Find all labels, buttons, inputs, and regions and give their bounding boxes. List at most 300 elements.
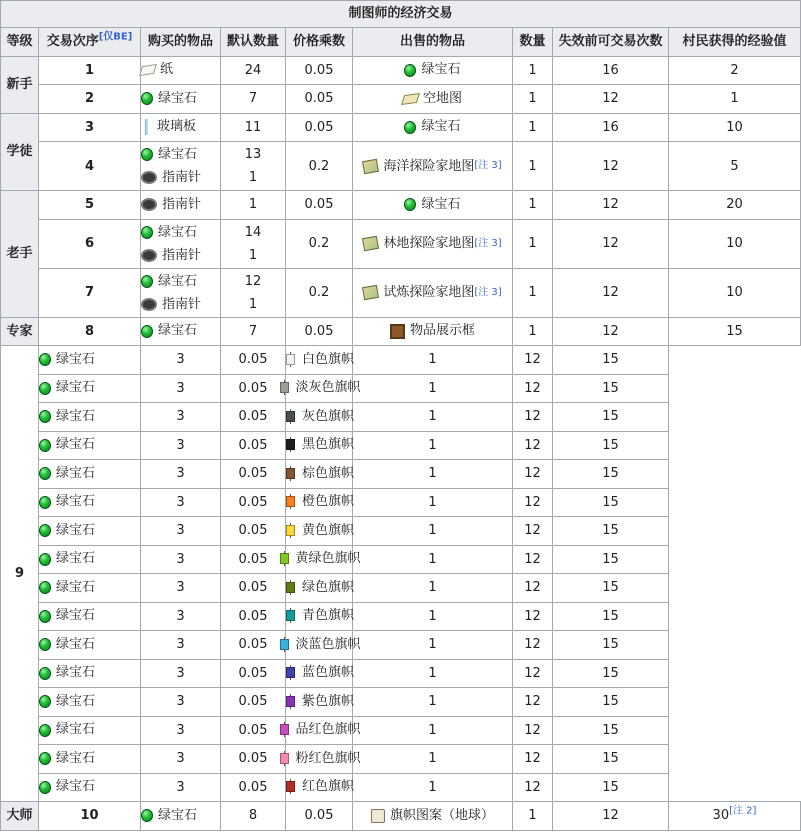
qty-cell: 3 [141, 602, 221, 631]
sell-cell [286, 631, 361, 660]
sell-qty-cell: 1 [513, 191, 553, 220]
qty-cell: 3 [141, 460, 221, 489]
sell-cell [286, 545, 361, 574]
trade-level: 10 [39, 802, 141, 831]
xp-cell: 15 [553, 374, 669, 403]
trade-level: 3 [39, 113, 141, 142]
emerald-icon [39, 496, 51, 509]
tier-novice: 新手 [1, 56, 39, 113]
mult-cell: 0.05 [286, 85, 353, 114]
item-link[interactable]: 纸 [160, 62, 174, 78]
sell-cell: 海洋探险家地图 [注 3] [353, 142, 513, 191]
emerald-icon [141, 226, 153, 239]
mult-cell: 0.05 [221, 574, 286, 603]
buy-cell [39, 659, 141, 688]
emerald-icon [39, 610, 51, 623]
tier-apprentice: 学徒 [1, 113, 39, 191]
uses-cell: 12 [553, 85, 669, 114]
uses-cell: 12 [513, 574, 553, 603]
xp-cell: 30[注 2] [669, 802, 801, 831]
buy-cell [141, 142, 221, 191]
sell-cell [286, 773, 353, 802]
uses-cell: 12 [553, 191, 669, 220]
item-link[interactable]: 紫色旗帜 [302, 693, 355, 709]
item-link[interactable]: 绿宝石 [56, 351, 96, 367]
qty-cell: 3 [141, 745, 221, 774]
emerald-icon [404, 64, 416, 77]
uses-cell: 12 [513, 688, 553, 717]
item-link[interactable]: 绿宝石 [56, 408, 96, 424]
mult-cell: 0.05 [286, 113, 353, 142]
pink-banner-icon [280, 753, 289, 765]
item-link[interactable]: 玻璃板 [157, 119, 197, 135]
qty-cell: 3 [141, 374, 221, 403]
qty-cell: 3 [141, 773, 221, 802]
cyan-banner-icon [286, 610, 295, 622]
sell-qty-cell: 1 [353, 745, 513, 774]
item-link[interactable]: 绿宝石 [56, 722, 96, 738]
item-link[interactable]: 绿宝石 [56, 522, 96, 538]
sell-qty-cell: 1 [353, 488, 513, 517]
table-row [1, 460, 801, 489]
mult-cell: 0.2 [286, 268, 353, 317]
xp-cell: 10 [669, 268, 801, 317]
item-link[interactable]: 黄绿色旗帜 [295, 551, 361, 567]
buy-cell [141, 317, 221, 346]
emerald-icon [39, 781, 51, 794]
xp-cell: 15 [669, 317, 801, 346]
xp-cell: 15 [553, 403, 669, 432]
buy-cell [39, 374, 141, 403]
item-link[interactable]: 海洋探险家地图 [383, 158, 475, 174]
table-row [1, 431, 801, 460]
sell-qty-cell: 1 [353, 374, 513, 403]
tier-master: 大师 [1, 802, 39, 831]
item-link[interactable]: 试炼探险家地图 [383, 285, 475, 300]
trade-level: 9 [1, 346, 39, 802]
xp-cell: 15 [553, 631, 669, 660]
item-link[interactable]: 蓝色旗帜 [302, 665, 355, 681]
emerald-icon [39, 667, 51, 680]
uses-cell: 12 [553, 219, 669, 268]
item-link[interactable]: 林地探险家地图 [383, 236, 475, 251]
mult-cell: 0.05 [286, 56, 353, 85]
sell-cell [286, 716, 361, 745]
buy-cell [141, 85, 221, 114]
qty-cell: 3 [141, 431, 221, 460]
mult-cell: 0.2 [286, 219, 353, 268]
mult-cell: 0.05 [221, 745, 286, 774]
item-link[interactable]: 淡灰色旗帜 [295, 380, 361, 396]
buy-cell [39, 773, 141, 802]
item-link[interactable]: 物品展示框 [409, 323, 475, 339]
qty-cell: 3 [141, 659, 221, 688]
brown-banner-icon [286, 468, 295, 480]
item-link[interactable]: 绿宝石 [56, 465, 96, 481]
uses-cell: 16 [553, 113, 669, 142]
qty-cell: 3 [141, 545, 221, 574]
item-link[interactable]: 淡蓝色旗帜 [295, 636, 361, 652]
mult-cell: 0.05 [221, 688, 286, 717]
item-link[interactable]: 棕色旗帜 [302, 465, 355, 481]
table-row [1, 403, 801, 432]
table-row [1, 659, 801, 688]
item-link[interactable]: 指南针 [162, 296, 202, 312]
sell-cell: 试炼探险家地图 [注 3] [353, 268, 513, 317]
uses-cell: 12 [513, 460, 553, 489]
table-row [1, 191, 801, 220]
sell-cell [286, 460, 353, 489]
buy-cell [39, 631, 141, 660]
mult-cell: 0.05 [221, 517, 286, 546]
sell-cell [286, 346, 353, 375]
item-link[interactable]: 黑色旗帜 [302, 437, 355, 453]
table-row [1, 142, 801, 191]
xp-cell: 2 [669, 56, 801, 85]
sell-cell [286, 659, 353, 688]
xp-cell: 15 [553, 745, 669, 774]
item-link[interactable]: 指南针 [162, 247, 202, 263]
qty-cell: 3 [141, 716, 221, 745]
table-caption: 制图师的经济交易 [0, 0, 801, 27]
compass-icon [141, 171, 157, 184]
buy-cell [39, 517, 141, 546]
header-order: 交易次序[仅BE] [39, 28, 141, 57]
orange-banner-icon [286, 496, 295, 508]
sell-qty-cell: 1 [513, 113, 553, 142]
item-link[interactable]: 绿宝石 [158, 273, 198, 289]
sell-qty-cell: 1 [353, 716, 513, 745]
qty-cell: 12 1 [221, 268, 286, 317]
sell-qty-cell: 1 [513, 56, 553, 85]
item-link[interactable]: 绿宝石 [56, 551, 96, 567]
white-banner-icon [286, 354, 295, 366]
uses-cell: 12 [513, 773, 553, 802]
table-row [1, 688, 801, 717]
magenta-banner-icon [280, 724, 289, 736]
buy-cell [141, 113, 221, 142]
table-row [1, 374, 801, 403]
buy-cell [141, 268, 221, 317]
emerald-icon [404, 121, 416, 134]
item-link[interactable]: 红色旗帜 [302, 779, 355, 795]
emerald-icon [141, 92, 153, 105]
sell-qty-cell: 1 [353, 631, 513, 660]
table-row [1, 268, 801, 317]
sell-cell [286, 403, 353, 432]
uses-cell: 12 [513, 346, 553, 375]
sell-cell [286, 745, 361, 774]
banner-pattern-icon [371, 809, 385, 823]
item-link[interactable]: 绿宝石 [56, 665, 96, 681]
uses-cell: 12 [513, 716, 553, 745]
buy-cell [39, 745, 141, 774]
mult-cell: 0.05 [221, 374, 286, 403]
mult-cell: 0.05 [221, 631, 286, 660]
item-link[interactable]: 绿宝石 [56, 437, 96, 453]
emerald-icon [39, 353, 51, 366]
uses-cell: 12 [513, 545, 553, 574]
xp-cell: 15 [553, 659, 669, 688]
sell-qty-cell: 1 [353, 574, 513, 603]
mult-cell: 0.05 [221, 460, 286, 489]
table-row [1, 574, 801, 603]
item-frame-icon [390, 324, 405, 339]
explorer-map-icon [362, 236, 379, 251]
mult-cell: 0.05 [221, 488, 286, 517]
mult-cell: 0.05 [286, 802, 353, 831]
paper-icon [139, 64, 157, 76]
footnote-link[interactable]: [注 2] [729, 805, 757, 817]
mult-cell: 0.05 [221, 545, 286, 574]
item-link[interactable]: 黄色旗帜 [302, 522, 355, 538]
emerald-icon [39, 382, 51, 395]
item-link[interactable]: 粉红色旗帜 [295, 750, 361, 766]
item-link[interactable]: 绿宝石 [158, 807, 198, 823]
xp-cell: 5 [669, 142, 801, 191]
mult-cell: 0.05 [221, 773, 286, 802]
xp-cell: 10 [669, 219, 801, 268]
table-row [1, 219, 801, 268]
table-row [1, 113, 801, 142]
emerald-icon [39, 410, 51, 423]
item-link[interactable]: 绿宝石 [56, 779, 96, 795]
blue-banner-icon [286, 667, 295, 679]
light-gray-banner-icon [280, 382, 289, 394]
mult-cell: 0.05 [221, 403, 286, 432]
emerald-icon [39, 581, 51, 594]
mult-cell: 0.05 [221, 346, 286, 375]
header-sell-qty: 数量 [513, 28, 553, 57]
mult-cell: 0.2 [286, 142, 353, 191]
sell-qty-cell: 1 [353, 517, 513, 546]
qty-cell: 3 [141, 346, 221, 375]
black-banner-icon [286, 439, 295, 451]
xp-cell: 15 [553, 431, 669, 460]
item-link[interactable]: 白色旗帜 [302, 351, 355, 367]
item-link[interactable]: 绿色旗帜 [302, 579, 355, 595]
buy-cell [39, 488, 141, 517]
explorer-map-icon [362, 158, 379, 173]
qty-cell: 13 1 [221, 142, 286, 191]
item-link[interactable]: 绿宝石 [421, 196, 461, 212]
item-link[interactable]: 青色旗帜 [302, 608, 355, 624]
emerald-icon [39, 467, 51, 480]
explorer-map-icon [362, 285, 379, 300]
xp-cell: 15 [553, 688, 669, 717]
emerald-icon [39, 439, 51, 452]
table-row [1, 631, 801, 660]
item-link[interactable]: 绿宝石 [56, 693, 96, 709]
xp-cell: 15 [553, 488, 669, 517]
xp-cell: 15 [553, 545, 669, 574]
sell-qty-cell: 1 [353, 773, 513, 802]
xp-cell: 15 [553, 602, 669, 631]
sell-cell: 林地探险家地图 [注 3] [353, 219, 513, 268]
item-link[interactable]: 绿宝石 [56, 380, 96, 396]
item-link[interactable]: 绿宝石 [56, 750, 96, 766]
uses-cell: 12 [553, 268, 669, 317]
sell-qty-cell: 1 [513, 317, 553, 346]
xp-cell: 20 [669, 191, 801, 220]
be-only-tag[interactable]: [仅BE] [98, 31, 133, 43]
uses-cell: 12 [513, 659, 553, 688]
item-link[interactable]: 绿宝石 [421, 62, 461, 78]
sell-cell [286, 488, 353, 517]
item-link[interactable]: 旗帜图案（地球） [389, 807, 494, 823]
trade-level: 2 [39, 85, 141, 114]
sell-cell [353, 317, 513, 346]
emerald-icon [39, 752, 51, 765]
table-row [1, 488, 801, 517]
sell-cell [353, 56, 513, 85]
buy-cell [39, 403, 141, 432]
sell-qty-cell: 1 [513, 142, 553, 191]
sell-qty-cell: 1 [513, 85, 553, 114]
compass-icon [141, 198, 157, 211]
table-row [1, 773, 801, 802]
tier-journeyman: 老手 [1, 191, 39, 318]
emerald-icon [39, 695, 51, 708]
trade-level: 7 [39, 268, 141, 317]
uses-cell: 12 [513, 431, 553, 460]
qty-cell: 3 [141, 574, 221, 603]
uses-cell: 12 [513, 374, 553, 403]
glass-pane-icon [145, 119, 148, 135]
sell-qty-cell: 1 [353, 659, 513, 688]
qty-cell: 1 [221, 191, 286, 220]
mult-cell: 0.05 [221, 602, 286, 631]
uses-cell: 12 [513, 631, 553, 660]
buy-cell [39, 545, 141, 574]
item-link[interactable]: 绿宝石 [158, 90, 198, 106]
qty-cell: 3 [141, 488, 221, 517]
sell-qty-cell: 1 [513, 802, 553, 831]
header-buy: 购买的物品 [141, 28, 221, 57]
header-qty: 默认数量 [221, 28, 286, 57]
header-xp: 村民获得的经验值 [669, 28, 801, 57]
sell-cell [286, 574, 353, 603]
item-link[interactable]: 绿宝石 [56, 636, 96, 652]
xp-cell: 15 [553, 460, 669, 489]
item-link[interactable]: 橙色旗帜 [302, 494, 355, 510]
emerald-icon [39, 553, 51, 566]
mult-cell: 0.05 [221, 659, 286, 688]
trade-level: 1 [39, 56, 141, 85]
xp-cell: 15 [553, 574, 669, 603]
mult-cell: 0.05 [286, 317, 353, 346]
trade-level: 4 [39, 142, 141, 191]
buy-cell [39, 602, 141, 631]
xp-cell: 10 [669, 113, 801, 142]
sell-qty-cell: 1 [353, 460, 513, 489]
qty-cell: 7 [221, 85, 286, 114]
sell-cell [353, 802, 513, 831]
item-link[interactable]: 绿宝石 [421, 119, 461, 135]
buy-cell [39, 431, 141, 460]
purple-banner-icon [286, 696, 295, 708]
qty-cell: 3 [141, 688, 221, 717]
uses-cell: 12 [513, 488, 553, 517]
compass-icon [141, 249, 157, 262]
item-link[interactable]: 绿宝石 [56, 608, 96, 624]
emerald-icon [141, 809, 153, 822]
table-row [1, 346, 801, 375]
item-link[interactable]: 指南针 [162, 170, 202, 185]
sell-qty-cell: 1 [353, 403, 513, 432]
sell-cell [353, 113, 513, 142]
sell-qty-cell: 1 [513, 219, 553, 268]
item-link[interactable]: 绿宝石 [158, 147, 198, 162]
empty-map-icon [401, 93, 420, 105]
emerald-icon [39, 524, 51, 537]
table-row [1, 85, 801, 114]
sell-qty-cell: 1 [353, 545, 513, 574]
trade-level: 5 [39, 191, 141, 220]
header-uses: 失效前可交易次数 [553, 28, 669, 57]
compass-icon [141, 298, 157, 311]
uses-cell: 12 [553, 802, 669, 831]
table-row [1, 716, 801, 745]
qty-cell: 7 [221, 317, 286, 346]
emerald-icon [404, 198, 416, 211]
red-banner-icon [286, 781, 295, 793]
item-link[interactable]: 指南针 [162, 196, 202, 212]
qty-cell: 3 [141, 631, 221, 660]
mult-cell: 0.05 [221, 716, 286, 745]
table-row [1, 517, 801, 546]
qty-cell: 24 [221, 56, 286, 85]
header-sell: 出售的物品 [353, 28, 513, 57]
table-row [1, 545, 801, 574]
sell-cell [286, 602, 353, 631]
light-blue-banner-icon [280, 639, 289, 651]
item-link[interactable]: 空地图 [422, 90, 462, 106]
buy-cell [39, 574, 141, 603]
buy-cell [39, 716, 141, 745]
xp-cell: 15 [553, 773, 669, 802]
sell-cell [353, 85, 513, 114]
qty-cell: 3 [141, 517, 221, 546]
header-level: 等级 [1, 28, 39, 57]
sell-cell [353, 191, 513, 220]
header-mult: 价格乘数 [286, 28, 353, 57]
buy-cell [141, 56, 221, 85]
buy-cell [39, 688, 141, 717]
sell-cell [286, 688, 353, 717]
item-link[interactable]: 绿宝石 [56, 579, 96, 595]
sell-qty-cell: 1 [353, 346, 513, 375]
sell-qty-cell: 1 [353, 602, 513, 631]
xp-cell: 15 [553, 716, 669, 745]
item-link[interactable]: 绿宝石 [158, 224, 198, 240]
item-link[interactable]: 灰色旗帜 [302, 408, 355, 424]
gray-banner-icon [286, 411, 295, 423]
table-row [1, 317, 801, 346]
item-link[interactable]: 绿宝石 [56, 494, 96, 510]
item-link[interactable]: 品红色旗帜 [295, 722, 361, 738]
xp-cell: 15 [553, 346, 669, 375]
item-link[interactable]: 绿宝石 [158, 323, 198, 339]
qty-cell: 3 [141, 403, 221, 432]
xp-cell: 15 [553, 517, 669, 546]
uses-cell: 12 [513, 403, 553, 432]
emerald-icon [39, 724, 51, 737]
tier-expert: 专家 [1, 317, 39, 346]
table-row [1, 802, 801, 831]
uses-cell: 12 [513, 517, 553, 546]
lime-banner-icon [280, 553, 289, 565]
